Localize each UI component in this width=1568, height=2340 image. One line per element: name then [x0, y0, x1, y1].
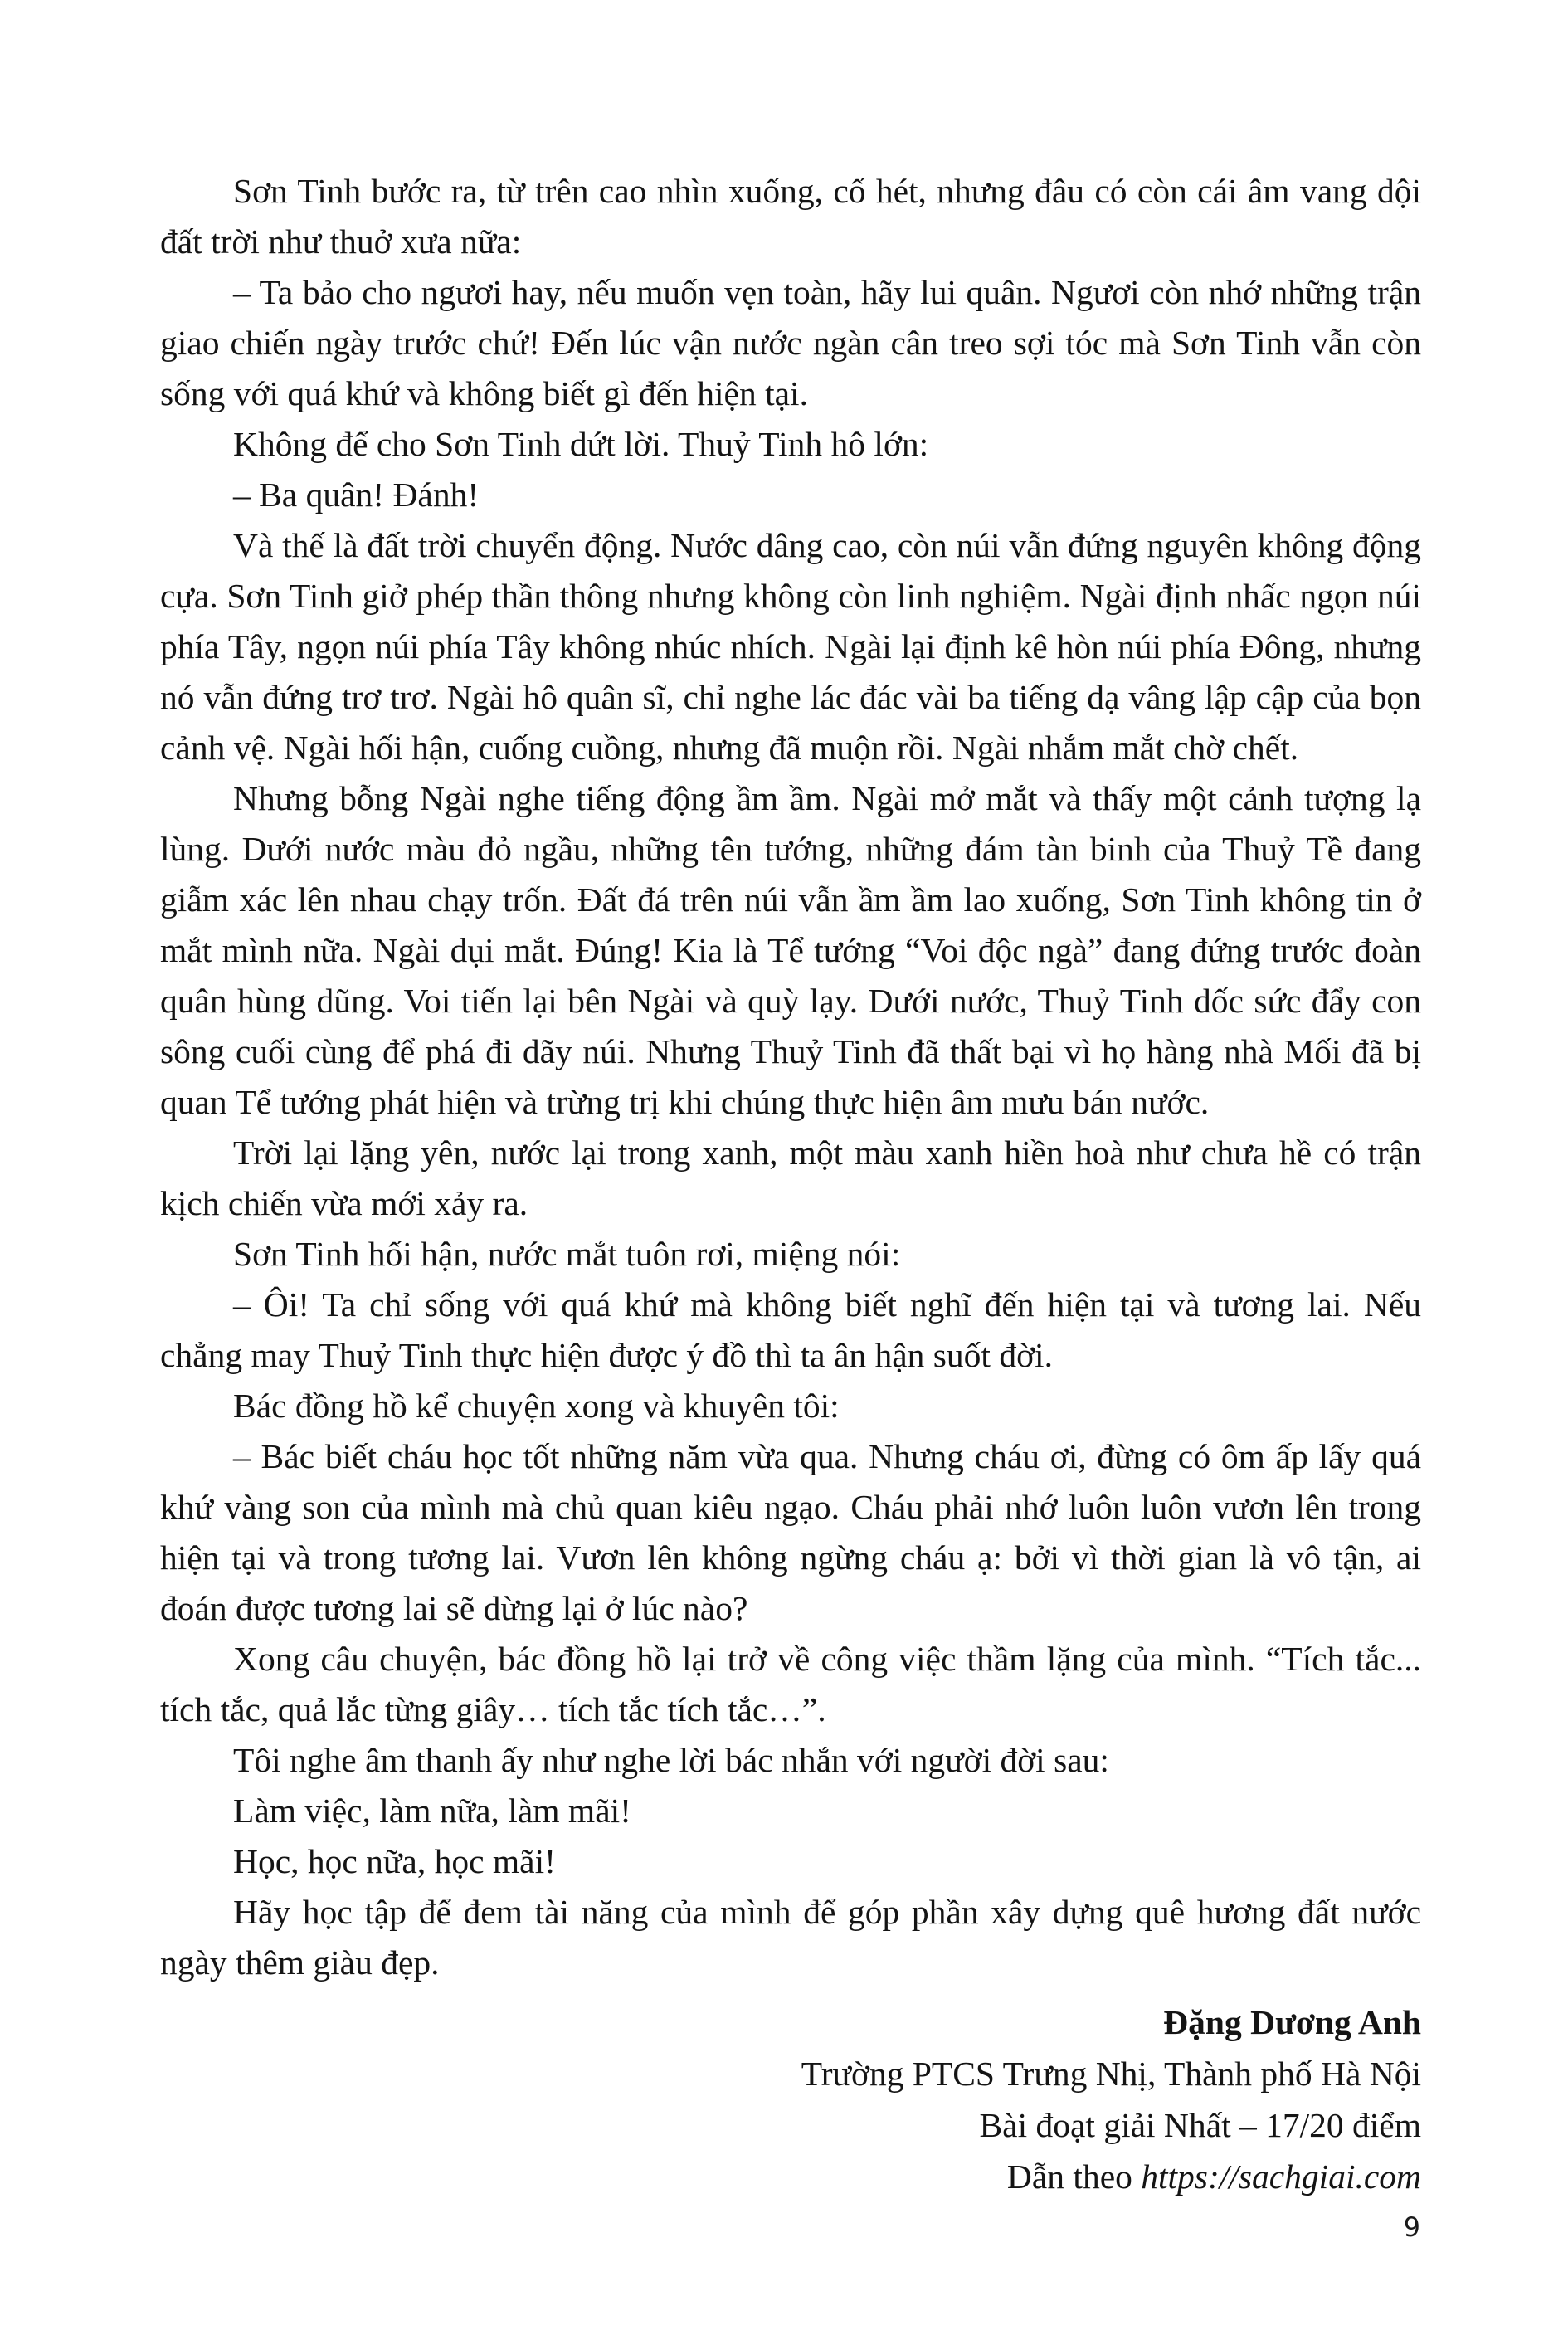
author-name: Đặng Dương Anh: [1163, 2003, 1421, 2041]
paragraph: Làm việc, làm nữa, làm mãi!: [233, 1792, 631, 1830]
paragraph: – Ôi! Ta chỉ sống với quá khứ mà không biết nghĩ đến hiện tại và tương lai. Nếu chẳng may Thuỷ Tinh thực hiện được ý đồ thì ta ân hận suốt đời.: [160, 1285, 1430, 1374]
paragraph: – Ba quân! Đánh!: [233, 475, 480, 514]
source-url: https://sachgiai.com: [1141, 2157, 1421, 2196]
paragraph: – Ta bảo cho ngươi hay, nếu muốn vẹn toàn, hãy lui quân. Ngươi còn nhớ những trận giao chiến ngày trước chứ! Đến lúc vận nước ngàn cân treo sợi tóc mà Sơn Tinh vẫn còn sống với quá khứ và không biết gì đến hiện tại.: [160, 273, 1430, 412]
paragraph: Học, học nữa, học mãi!: [233, 1842, 556, 1880]
paragraph: Trời lại lặng yên, nước lại trong xanh, một màu xanh hiền hoà như chưa hề có trận kịch chiến vừa mới xảy ra.: [160, 1133, 1430, 1222]
paragraph: Hãy học tập để đem tài năng của mình để góp phần xây dựng quê hương đất nước ngày thêm giàu đẹp.: [160, 1893, 1430, 1982]
source-prefix: Dẫn theo: [1006, 2157, 1142, 2196]
award-line: Bài đoạt giải Nhất – 17/20 điểm: [979, 2106, 1421, 2144]
paragraph: Nhưng bỗng Ngài nghe tiếng động ầm ầm. Ngài mở mắt và thấy một cảnh tượng lạ lùng. Dưới nước màu đỏ ngầu, những tên tướng, những đám tàn binh của Thuỷ Tề đang giẫm xác lên nhau chạy trốn. Đất đá trên núi vẫn ầm ầm lao xuống, Sơn Tinh không tin ở mắt mình nữa. Ngài dụi mắt. Đúng! Kia là Tể tướng “Voi độc ngà” đang đứng trước đoàn quân hùng dũng. Voi tiến lại bên Ngài và quỳ lạy. Dưới nước, Thuỷ Tinh dốc sức đẩy con sông cuối cùng để phá đi dãy núi. Nhưng Thuỷ Tinh đã thất bại vì họ hàng nhà Mối đã bị quan Tể tướng phát hiện và trừng trị khi chúng thực hiện âm mưu bán nước.: [160, 779, 1430, 1121]
paragraph: Và thế là đất trời chuyển động. Nước dâng cao, còn núi vẫn đứng nguyên không động cựa. Sơn Tinh giở phép thần thông nhưng không còn linh nghiệm. Ngài định nhấc ngọn núi phía Tây, ngọn núi phía Tây không nhúc nhích. Ngài lại định kê hòn núi phía Đông, nhưng nó vẫn đứng trơ trơ. Ngài hô quân sĩ, chỉ nghe lác đác vài ba tiếng dạ vâng lập cập của bọn cảnh vệ. Ngài hối hận, cuống cuồng, nhưng đã muộn rồi. Ngài nhắm mắt chờ chết.: [160, 526, 1430, 767]
paragraph: Tôi nghe âm thanh ấy như nghe lời bác nhắn với người đời sau:: [233, 1741, 1109, 1779]
paragraph: Xong câu chuyện, bác đồng hồ lại trở về công việc thầm lặng của mình. “Tích tắc... tích tắc, quả lắc từng giây… tích tắc tích tắc…”.: [160, 1640, 1430, 1728]
paragraph: Sơn Tinh bước ra, từ trên cao nhìn xuống, cố hét, nhưng đâu có còn cái âm vang dội đất trời như thuở xưa nữa:: [160, 172, 1430, 261]
paragraph: Không để cho Sơn Tinh dứt lời. Thuỷ Tinh hô lớn:: [233, 425, 929, 463]
paragraph: – Bác biết cháu học tốt những năm vừa qua. Nhưng cháu ơi, đừng có ôm ấp lấy quá khứ vàng son của mình mà chủ quan kiêu ngạo. Cháu phải nhớ luôn luôn vươn lên trong hiện tại và trong tương lai. Vươn lên không ngừng cháu ạ: bởi vì thời gian là vô tận, ai đoán được tương lai sẽ dừng lại ở lúc nào?: [160, 1437, 1430, 1627]
page-body: [160, 166, 1430, 2202]
paragraph: Bác đồng hồ kể chuyện xong và khuyên tôi:: [233, 1387, 840, 1425]
school-name: Trường PTCS Trưng Nhị, Thành phố Hà Nội: [801, 2055, 1421, 2093]
page-number: 9: [1403, 2211, 1420, 2243]
source-line: [160, 2151, 1421, 2202]
paragraph: Sơn Tinh hối hận, nước mắt tuôn rơi, miệng nói:: [233, 1235, 901, 1273]
signature-block: [160, 1996, 1421, 2202]
